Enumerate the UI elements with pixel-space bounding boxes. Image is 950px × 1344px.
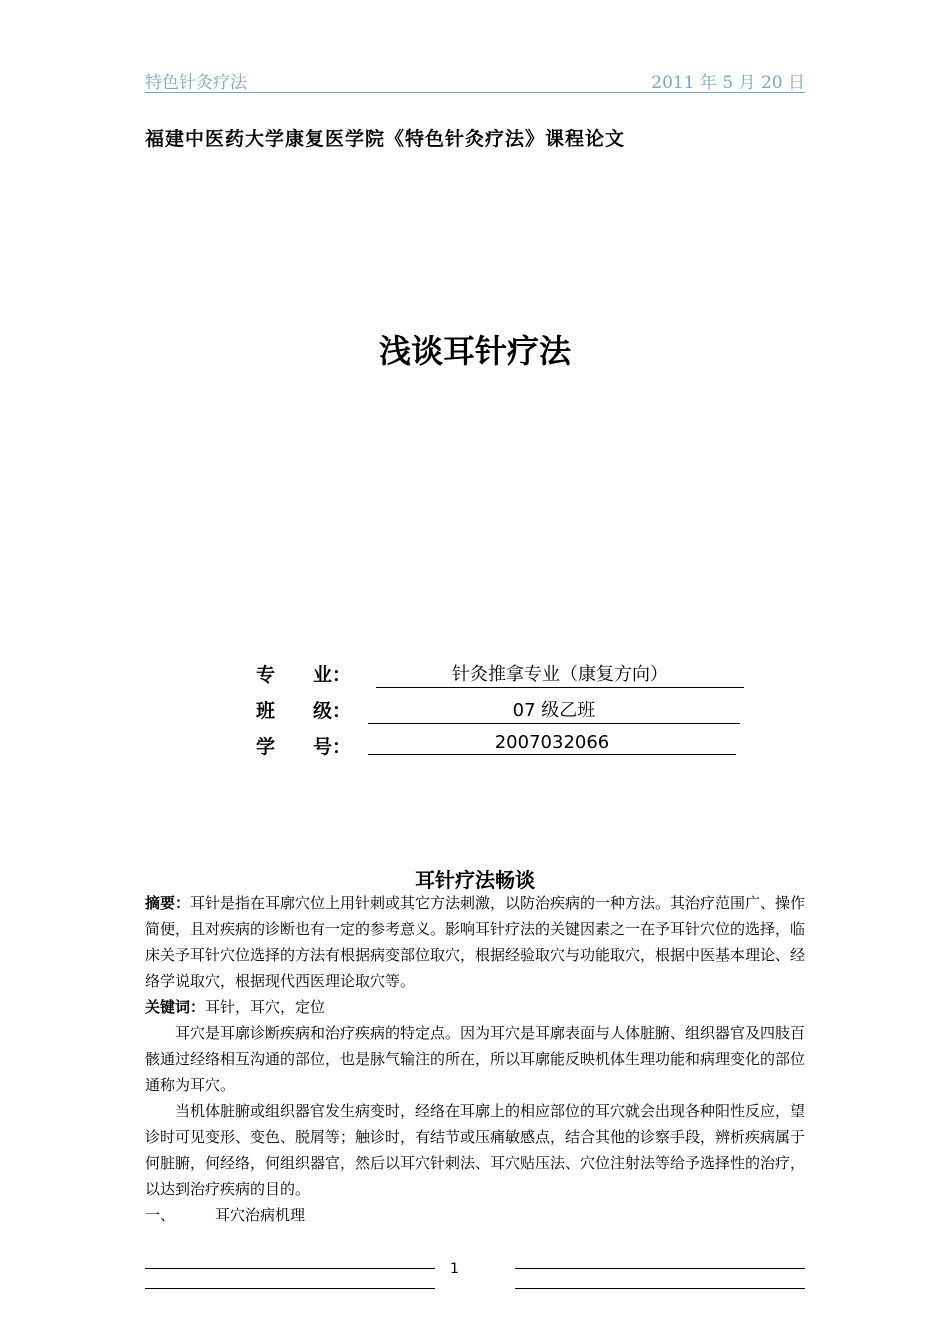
footer-underline-left <box>145 1288 435 1289</box>
header-date: 2011 年 5 月 20 日 <box>651 73 805 93</box>
keywords-label: 关键词： <box>145 998 206 1016</box>
section-title: 耳针疗法畅谈 <box>415 868 535 892</box>
abstract-text: 耳针是指在耳廓穴位上用针刺或其它方法刺激，以防治疾病的一种方法。其治疗范围广、操作简便，且对疾病的诊断也有一定的参考意义。影响耳针疗法的关键因素之一在予耳针穴位的选择，临床关予耳针穴位选择的方法有根据病变部位取穴，根据经验取穴与功能取穴，根据中医基本理论、经络学说取穴，根据现代西医理论取穴等。 <box>145 894 806 990</box>
footer-line-right <box>515 1268 805 1269</box>
heading-1-text: 耳穴治病机理 <box>215 1206 306 1224</box>
student-id-label: 学 号： <box>256 736 352 758</box>
abstract-label: 摘要： <box>145 894 191 912</box>
heading-1 <box>145 1202 809 1228</box>
abstract <box>145 890 809 994</box>
paragraph-1: 耳穴是耳廓诊断疾病和治疗疾病的特定点。因为耳穴是耳廓表面与人体脏腑、组织器官及四肢百骸通过经络相互沟通的部位，也是脉气输注的所在，所以耳廓能反映机体生理功能和病理变化的部位通称为耳穴。 <box>145 1024 806 1094</box>
page-title: 浅谈耳针疗法 <box>378 332 571 370</box>
body-text <box>145 890 809 1228</box>
footer-line-left <box>145 1268 435 1269</box>
course-subtitle: 福建中医药大学康复医学院《特色针灸疗法》课程论文 <box>145 128 626 150</box>
keywords-text: 耳针，耳穴，定位 <box>205 998 326 1016</box>
major-value: 针灸推拿专业（康复方向） <box>376 660 744 688</box>
class-value: 07 级乙班 <box>368 696 740 724</box>
major-label: 专 业： <box>256 664 352 686</box>
footer-underline-right <box>515 1288 805 1289</box>
paragraph-2: 当机体脏腑或组织器官发生病变时，经络在耳廓上的相应部位的耳穴就会出现各种阳性反应，望诊时可见变形、变色、脱屑等；触诊时，有结节或压痛敏感点，结合其他的诊察手段，辨析疾病属于何脏腑，何经络，何组织器官，然后以耳穴针刺法、耳穴贴压法、穴位注射法等给予选择性的治疗，以达到治疗疾病的目的。 <box>145 1102 806 1198</box>
header-left: 特色针灸疗法 <box>145 73 247 93</box>
keywords <box>145 994 809 1020</box>
page-number: 1 <box>450 1261 459 1277</box>
class-label: 班 级： <box>256 700 352 722</box>
heading-1-number: 一、 <box>145 1206 176 1224</box>
header-divider <box>145 92 805 93</box>
student-id-value: 2007032066 <box>368 732 736 755</box>
